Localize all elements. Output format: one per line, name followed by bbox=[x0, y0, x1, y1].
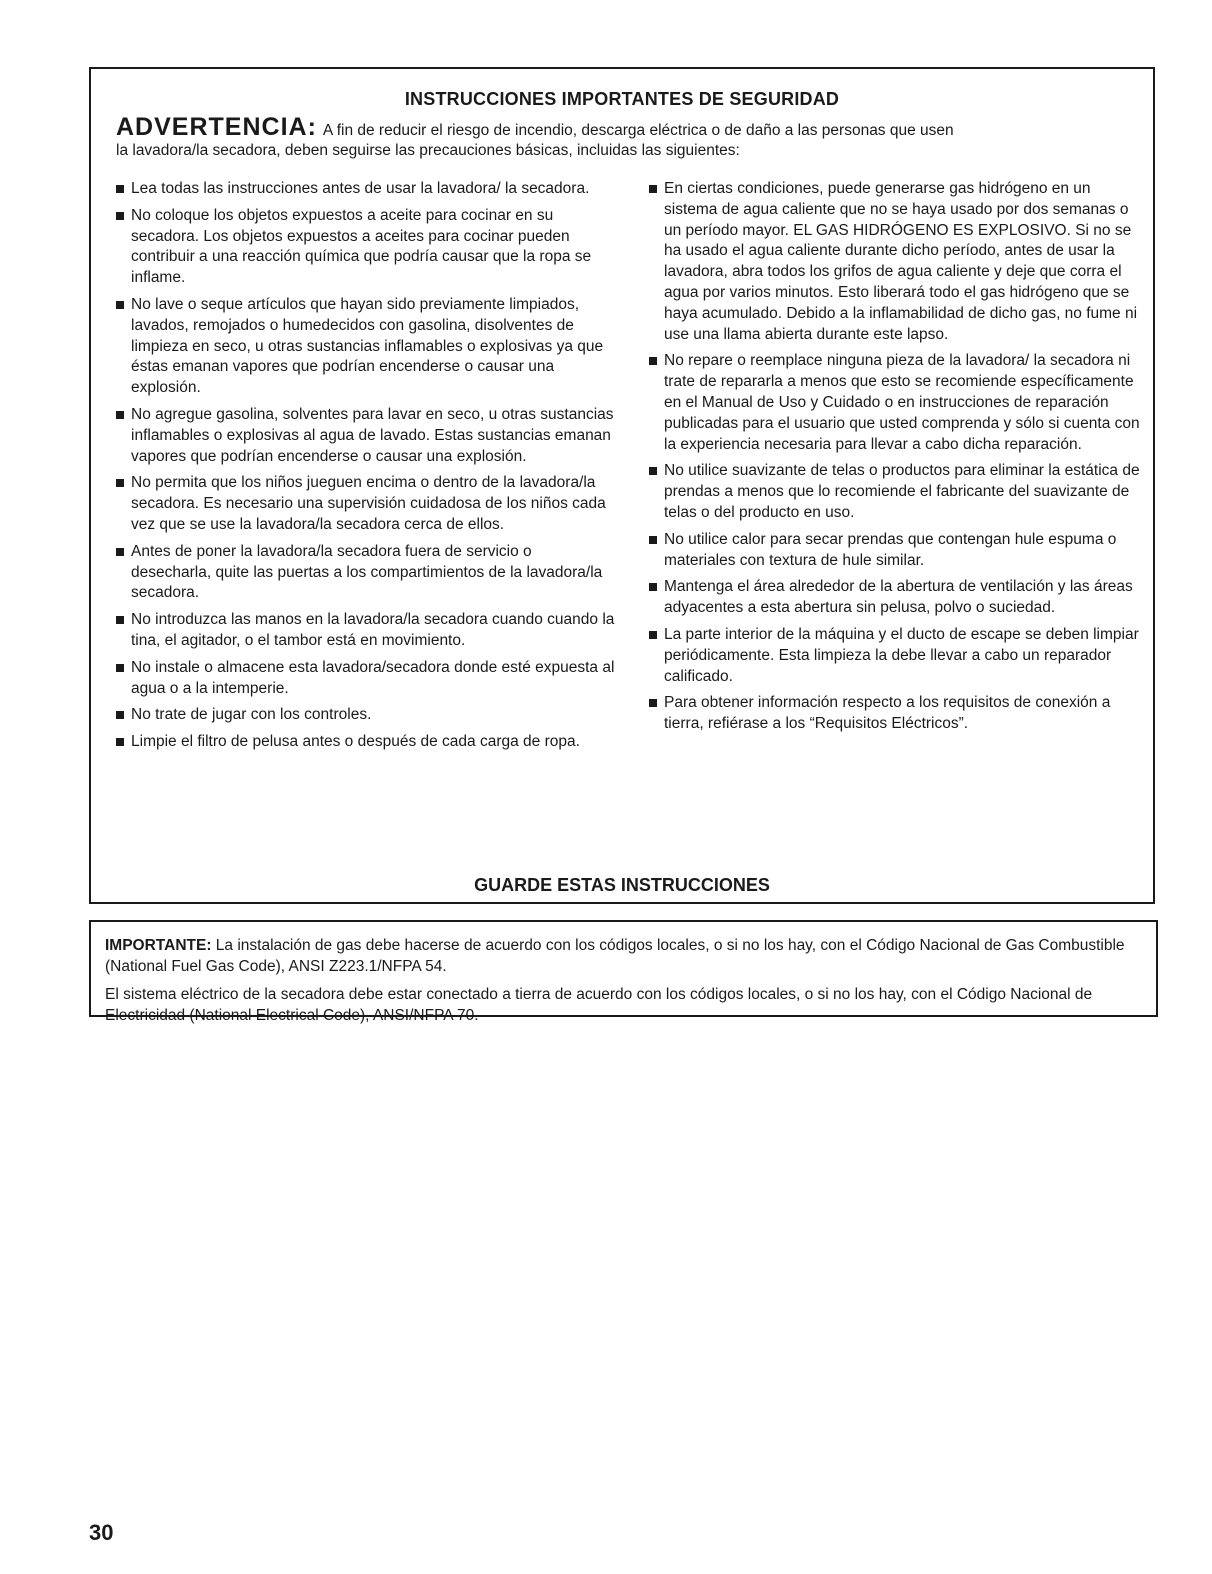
right-bullet-list bbox=[649, 179, 1144, 735]
list-item-text: La parte interior de la máquina y el ducto de escape se deben limpiar periódicamente. Esta limpieza la debe llevar a cabo un reparador calificado. bbox=[664, 625, 1139, 685]
list-item-text: En ciertas condiciones, puede generarse gas hidrógeno en un sistema de agua caliente que no se haya usado por dos semanas o un período mayor. EL GAS HIDRÓGENO ES EXPLOSIVO. Si no se ha usado el agua caliente durante dicho período, antes de usar la lavadora, abra todos los grifos de agua caliente y deje que corra el agua por varios minutos. Esto liberará todo el gas hidrógeno que se haya acumulado. Debido a la inflamabilidad de dicho gas, no fume ni use una llama abierta durante este lapso. bbox=[664, 180, 1138, 343]
list-item bbox=[116, 295, 616, 399]
bullet-square-icon bbox=[116, 185, 124, 193]
bullet-square-icon bbox=[116, 301, 124, 309]
save-instructions-title: GUARDE ESTAS INSTRUCCIONES bbox=[474, 875, 770, 895]
list-item-text: Para obtener información respecto a los requisitos de conexión a tierra, refiérase a los “Requisitos Eléctricos”. bbox=[664, 694, 1111, 733]
bullet-square-icon bbox=[116, 664, 124, 672]
list-item-text: Mantenga el área alrededor de la abertura de ventilación y las áreas adyacentes a esta abertura sin pelusa, polvo o suciedad. bbox=[664, 578, 1133, 617]
list-item-text: No lave o seque artículos que hayan sido previamente limpiados, lavados, remojados o humedecidos con gasolina, disolventes de limpieza en seco, u otras sustancias inflamables o explosivas ya que éstas emanan vapores que podrían encenderse o causar una explosión. bbox=[131, 295, 604, 397]
warning-word: ADVERTENCIA: bbox=[116, 113, 317, 141]
list-item bbox=[116, 179, 616, 200]
list-item-text: No instale o almacene esta lavadora/secadora donde esté expuesta al agua o a la intemperie. bbox=[131, 658, 615, 697]
list-item-text: No agregue gasolina, solventes para lavar en seco, u otras sustancias inflamables o explosivas al agua de lavado. Estas sustancias emanan vapores que podrían encenderse o causar una explosión. bbox=[131, 405, 614, 465]
important-notice-box bbox=[89, 920, 1158, 1024]
bullet-square-icon bbox=[649, 467, 657, 475]
list-item bbox=[116, 658, 616, 700]
list-item bbox=[649, 461, 1144, 523]
left-bullet-list bbox=[116, 179, 616, 753]
bullet-square-icon bbox=[116, 411, 124, 419]
important-label: IMPORTANTE: bbox=[105, 937, 212, 954]
list-item bbox=[116, 732, 616, 753]
list-item-text: Limpie el filtro de pelusa antes o después de cada carga de ropa. bbox=[131, 733, 580, 751]
important-paragraph-1 bbox=[105, 935, 1142, 977]
list-item-text: No coloque los objetos expuestos a aceite para cocinar en su secadora. Los objetos expuestos a aceites para cocinar pueden contribuir a una reacción química que podría causar que la ropa se inflame. bbox=[131, 206, 592, 287]
left-column bbox=[116, 179, 616, 759]
warning-line-1 bbox=[116, 113, 1126, 141]
bullet-square-icon bbox=[116, 616, 124, 624]
bullet-square-icon bbox=[649, 699, 657, 707]
list-item-text: No utilice suavizante de telas o productos para eliminar la estática de prendas a menos que lo recomiende el fabricante del suavizante de telas o del producto en uso. bbox=[664, 462, 1140, 521]
bullet-square-icon bbox=[649, 357, 657, 365]
right-column bbox=[649, 179, 1144, 741]
list-item bbox=[116, 542, 616, 604]
list-item bbox=[116, 473, 616, 535]
warning-text-1: A fin de reducir el riesgo de incendio, descarga eléctrica o de daño a las personas que usen bbox=[322, 122, 954, 139]
bullet-square-icon bbox=[649, 536, 657, 544]
bullet-square-icon bbox=[116, 548, 124, 556]
list-item bbox=[649, 693, 1144, 735]
list-item bbox=[649, 530, 1144, 572]
list-item bbox=[116, 610, 616, 652]
list-item-text: No repare o reemplace ninguna pieza de la lavadora/ la secadora ni trate de repararla a menos que esto se recomiende específicamente en el Manual de Uso y Cuidado o en instrucciones de reparación publicadas para el usuario que usted comprenda y sólo si cuenta con la experiencia necesaria para llevar a cabo dicha reparación. bbox=[664, 352, 1140, 453]
bullet-square-icon bbox=[116, 479, 124, 487]
important-text-1: La instalación de gas debe hacerse de acuerdo con los códigos locales, o si no los hay, con el Código Nacional de Gas Combustible (National Fuel Gas Code), ANSI Z223.1/NFPA 54. bbox=[105, 937, 1125, 975]
page-number: 30 bbox=[89, 1520, 114, 1545]
bullet-square-icon bbox=[116, 711, 124, 719]
list-item bbox=[649, 351, 1144, 455]
bullet-square-icon bbox=[649, 185, 657, 193]
safety-title: INSTRUCCIONES IMPORTANTES DE SEGURIDAD bbox=[404, 89, 840, 109]
list-item bbox=[649, 625, 1144, 687]
list-item-text: No utilice calor para secar prendas que contengan hule espuma o materiales con textura de hule similar. bbox=[664, 530, 1117, 569]
important-paragraph-2: El sistema eléctrico de la secadora debe estar conectado a tierra de acuerdo con los códigos locales, o si no los hay, con el Código Nacional de Electricidad (National Electrical Code), ANSI/NFPA 70. bbox=[105, 986, 1093, 1024]
bullet-square-icon bbox=[116, 212, 124, 220]
list-item-text: Lea todas las instrucciones antes de usar la lavadora/ la secadora. bbox=[131, 180, 590, 197]
warning-paragraph bbox=[116, 113, 1126, 161]
list-item bbox=[649, 577, 1144, 619]
warning-text-2: la lavadora/la secadora, deben seguirse las precauciones básicas, incluidas las siguientes: bbox=[116, 142, 740, 159]
list-item-text: Antes de poner la lavadora/la secadora fuera de servicio o desecharla, quite las puertas a los compartimientos de la lavadora/la secadora. bbox=[131, 542, 603, 602]
bullet-square-icon bbox=[116, 738, 124, 746]
bullet-square-icon bbox=[649, 583, 657, 591]
list-item bbox=[116, 705, 616, 726]
list-item bbox=[116, 206, 616, 289]
bullet-square-icon bbox=[649, 631, 657, 639]
list-item bbox=[649, 179, 1144, 345]
list-item-text: No introduzca las manos en la lavadora/la secadora cuando cuando la tina, el agitador, o el tambor está en movimiento. bbox=[131, 611, 615, 649]
safety-instructions-box bbox=[89, 67, 1155, 904]
list-item bbox=[116, 405, 616, 467]
list-item-text: No permita que los niños jueguen encima o dentro de la lavadora/la secadora. Es necesario una supervisión cuidadosa de los niños cada vez que se use la lavadora/la secadora cerca de ellos. bbox=[131, 474, 606, 533]
list-item-text: No trate de jugar con los controles. bbox=[131, 706, 372, 724]
